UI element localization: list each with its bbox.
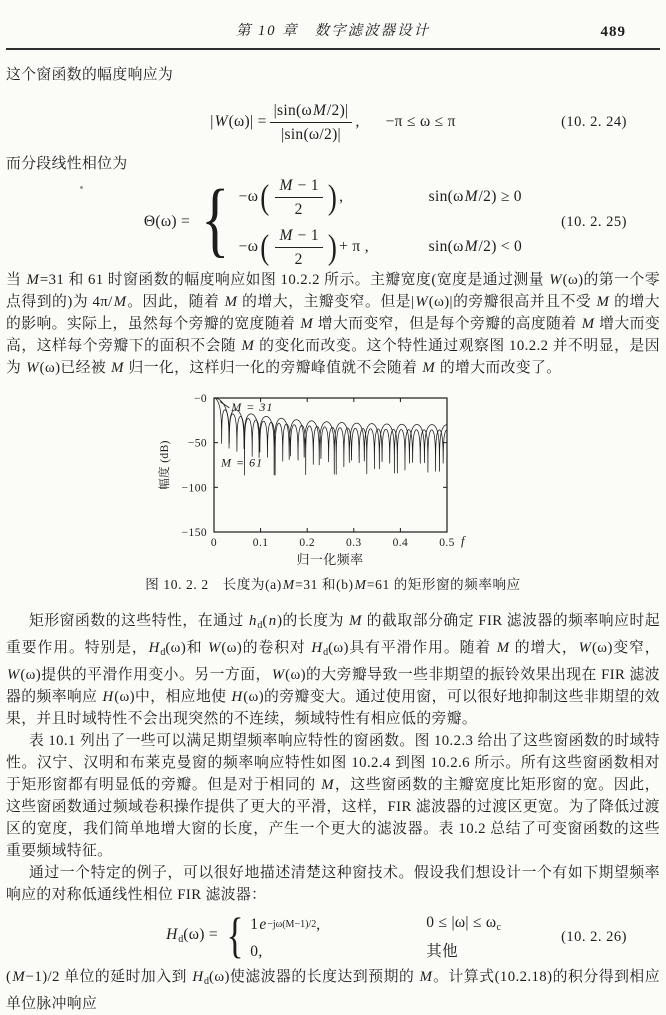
figure-10-2-2 [6,387,660,596]
equation-10-2-25 [6,173,660,268]
chapter-number: 第 10 章 [235,23,299,39]
eq25-row2-condition: sin(ωM/2) < 0 [428,238,523,255]
svg-text:0: 0 [210,537,218,549]
eq25-row2-fraction [275,226,323,269]
page-number: 489 [600,24,626,40]
svg-text:−50: −50 [187,437,207,450]
eq26-row2-condition: 其他 [426,942,458,960]
chart-xlabel: 归一化频率 [296,552,364,567]
figure-chart [144,387,484,572]
svg-text:−0: −0 [193,393,207,405]
eq25-body: Θ(ω) = { −ω ( $\frac{M - 1}{2}$ ) , sin(ωM/2) ≥ 0 −ω ( $\frac{M - 1}{2}$ ) + π , sin(ωM/2) < 0 [143,173,523,268]
eq25-row1-post: , [339,188,344,205]
eq26-body: $H_d(\omega)$ = { 1 e −jω(M−1)/2 , $0 \le |\omega| \le \omega_c$ 0, 其他 [166,907,501,963]
para-window-smoothing: 矩形窗函数的这些特性，在通过 $h_d(n)$的长度为 M 的截取部分确定 FIR 滤波器的频率响应时起重要作用。特别是，$H_d(\omega)$和 W(ω)的卷积对 $H_d(\omega)$具有平滑作用。随着 M 的增大，W(ω)变窄，W(ω)提供的平滑作用变小。另一方面，W(ω)的大旁瓣导致一些非期望的振铃效果出现在 FIR 滤波器的频率响应 H(ω)中，相应地使 H(ω)的旁瓣变大。通过使用窗，可以很好地抑制这些非期望的效果，并且时域特性不会出现突然的不连续，频域特性有相应低的旁瓣。 [6,613,661,727]
eq25-lhs: Θ(ω) = [143,213,191,230]
chart-ylabel: 幅度 (dB) [159,440,171,490]
eq24-lhs: |W(ω)| = [210,113,267,130]
svg-text:0.1: 0.1 [252,537,269,549]
eq26-cases [250,912,501,963]
eq25-row1-den: 2 [294,200,303,218]
eq25-row1-fraction [275,176,323,219]
eq24-condition: −π ≤ ω ≤ π [385,113,456,130]
eq25-row1-pre: −ω [238,188,259,205]
para-intro: 这个窗函数的幅度响应为 [6,67,174,83]
eq26-row1-expr: 1 e −jω(M−1)/2 , [250,916,321,933]
eq24-number: (10. 2. 24) [561,114,627,130]
para-delay-note: (M−1)/2 单位的延时加入到 $H_d(\omega)$使滤波器的长度达到预期的 M。计算式(10.2.18)的积分得到相应单位脉冲响应 [6,969,660,1012]
equation-10-2-26 [6,907,660,963]
figure-caption: 图 10. 2. 2 长度为(a)M=31 和(b)M=61 的矩形窗的频率响应 [145,577,521,592]
eq25-row1-num: M − 1 [275,176,323,198]
svg-text:M = 31: M = 31 [231,399,274,414]
svg-text:M = 61: M = 61 [220,455,264,470]
svg-text:−150: −150 [181,527,207,539]
eq24-comma: , [355,113,360,130]
chart-annotations [220,400,273,469]
eq25-row2-pre: −ω [238,238,259,255]
para-phase-intro: 而分段线性相位为 [6,156,128,172]
para-mainlobe-discussion: 当 M=31 和 61 时窗函数的幅度响应如图 10.2.2 所示。主瓣宽度(宽度是通过测量 W(ω)的第一个零点得到的)为 4π/M。因此，随着 M 的增大，主瓣变窄。但是|W(ω)|的旁瓣很高并且不受 M 的增大的影响。实际上，虽然每个旁瓣的宽度随着 M 增大而变窄，但是每个旁瓣的高度随着 M 增大而变高，这样每个旁瓣下的面积不会随 M 的变化而改变。这个特性通过观察图 10.2.2 并不明显，是因为 W(ω)已经被 M 归一化，这样归一化的旁瓣峰值就不会随着 M 的增大而改变了。 [6,272,661,376]
svg-text:0.5: 0.5 [439,537,455,549]
eq25-row2-post: + π , [339,238,369,255]
para-example-intro: 通过一个特定的例子，可以很好地描述清楚这种窗技术。假设我们想设计一个有如下期望频率响应的对称低通线性相位 FIR 滤波器： [6,865,660,903]
eq25-number: (10. 2. 25) [561,214,627,230]
para-window-tables: 表 10.1 列出了一些可以满足期望频率响应特性的窗函数。图 10.2.3 给出了这些窗函数的时域特性。汉宁、汉明和布莱克曼窗的频率响应特性如图 10.2.4 到图 10.2.6 所示。所有这些窗函数相对于矩形窗都有明显低的旁瓣。但是对于相同的 M，这些窗函数的主瓣宽度比矩形窗的宽。因此，这些窗函数通过频域卷积操作提供了更大的平滑，这样，FIR 滤波器的过渡区更宽。为了降低过渡区的宽度，我们简单地增大窗的长度，产生一个更大的滤波器。表 10.2 总结了可变窗函数的这些重要频域特征。 [6,733,660,859]
eq26-case-1 [250,912,501,939]
eq25-row2-num: M − 1 [275,226,323,248]
eq26-number: (10. 2. 26) [561,929,627,945]
eq25-case-2: −ω ( $\frac{M - 1}{2}$ ) + π , sin(ωM/2) < 0 [238,226,523,268]
svg-text:0.2: 0.2 [299,537,315,549]
eq24-body [210,101,455,144]
svg-text:0.4: 0.4 [392,537,409,549]
equation-10-2-24 [6,95,660,149]
eq25-row1-condition: sin(ωM/2) ≥ 0 [428,188,522,205]
page-header [6,0,660,50]
eq25-row2-den: 2 [294,250,303,268]
eq24-numerator: |sin(ωM/2)| [270,101,353,123]
chart-x-suffix: f [461,534,465,548]
chapter-title: 数字滤波器设计 [314,23,431,39]
eq26-row1-condition: $0 \le |\omega| \le \omega_c$ [426,913,501,933]
eq25-case-1: −ω ( $\frac{M - 1}{2}$ ) , sin(ωM/2) ≥ 0 [238,176,522,218]
eq24-denominator: |sin(ω/2)| [281,125,341,143]
eq25-cases [239,176,522,269]
eq26-case-2 [250,941,501,963]
eq26-row2-expr: 0, [250,942,263,960]
svg-text:0.3: 0.3 [346,537,362,549]
eq24-fraction [270,101,353,144]
svg-text:−100: −100 [181,482,207,495]
eq26-lhs: $H_d(\omega)$ = [166,925,218,945]
